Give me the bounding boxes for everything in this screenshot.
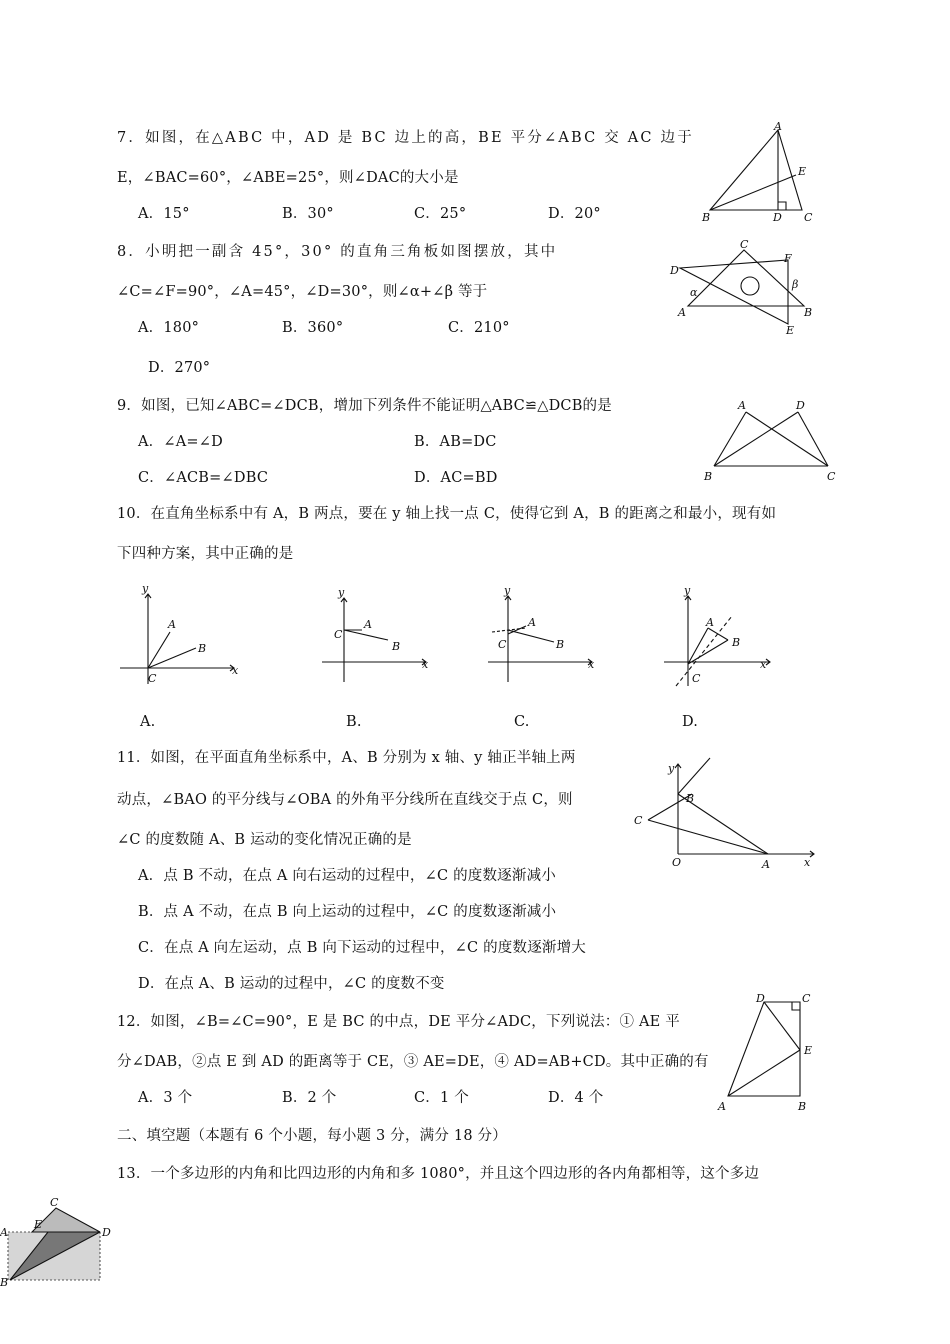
- label-b: B: [0, 1276, 9, 1288]
- q11-option-a: A．点 B 不动，在点 A 向右运动的过程中，∠C 的度数逐渐减小: [138, 868, 556, 884]
- label-x: x: [232, 664, 239, 677]
- right-angle-mark: [792, 1002, 800, 1010]
- label-e: E: [798, 165, 807, 178]
- q8-option-c: C．210°: [448, 320, 510, 336]
- label-b: B: [686, 792, 695, 805]
- q11-stem-line2: 动点，∠BAO 的平分线与∠OBA 的外角平分线所在直线交于点 C，则: [117, 792, 573, 808]
- label-y: y: [684, 584, 691, 597]
- q7-triangle-figure: [700, 118, 820, 226]
- q9-triangles-figure: [700, 396, 840, 486]
- segment-cb: [688, 640, 728, 664]
- q7-option-c: C．25°: [414, 206, 467, 222]
- label-o: O: [672, 856, 682, 869]
- q9-option-a: A．∠A=∠D: [138, 434, 223, 450]
- segment-ae: [728, 1050, 800, 1096]
- q11-stem-line3: ∠C 的度数随 A、B 运动的变化情况正确的是: [117, 832, 412, 848]
- label-c: C: [634, 814, 643, 827]
- label-b: B: [556, 638, 565, 651]
- q10-option-a-figure: [110, 580, 250, 690]
- label-c: C: [692, 672, 701, 685]
- q8-stem-line1: 8．小明把一副含 45°，30° 的直角三角板如图摆放，其中: [117, 244, 558, 260]
- q7-option-d: D．20°: [548, 206, 601, 222]
- q11-coordinate-figure: [628, 756, 822, 870]
- q11-option-c: C．在点 A 向左运动，点 B 向下运动的过程中，∠C 的度数逐渐增大: [138, 940, 587, 956]
- label-x: x: [422, 658, 429, 671]
- label-d: D: [756, 992, 765, 1005]
- q10-choice-a: A.: [140, 714, 156, 730]
- segment-ab: [708, 628, 728, 640]
- q13-folded-rectangle-figure: [0, 1192, 120, 1288]
- label-c: C: [334, 628, 343, 641]
- segment-dc: [798, 412, 828, 466]
- q8-option-b: B．360°: [282, 320, 344, 336]
- q12-stem-line2: 分∠DAB，②点 E 到 AD 的距离等于 CE，③ AE=DE，④ AD=AB+CD。其中正确的有: [117, 1054, 709, 1070]
- q8-option-a: A．180°: [138, 320, 200, 336]
- q10-option-d-figure: [656, 582, 780, 694]
- q9-option-b: B．AB=DC: [414, 434, 497, 450]
- triangle-abc: [710, 130, 802, 210]
- label-b: B: [732, 636, 741, 649]
- label-b: B: [702, 211, 711, 224]
- q11-stem-line1: 11．如图，在平面直角坐标系中，A、B 分别为 x 轴、y 轴正半轴上两: [117, 750, 576, 766]
- label-a: A: [168, 618, 176, 631]
- dashed-line: [676, 616, 732, 686]
- q10-stem-line2: 下四种方案，其中正确的是: [117, 546, 294, 562]
- q10-choice-b: B.: [346, 714, 362, 730]
- label-d: D: [796, 399, 805, 412]
- label-e: E: [786, 324, 795, 337]
- q8-stem-line2: ∠C=∠F=90°，∠A=45°，∠D=30°，则∠α+∠β 等于: [117, 284, 488, 300]
- q12-stem-line1: 12．如图，∠B=∠C=90°，E 是 BC 的中点，DE 平分∠ADC，下列说法：① AE 平: [117, 1014, 680, 1030]
- q10-choice-c: C.: [514, 714, 530, 730]
- q7-stem-line2: E，∠BAC=60°，∠ABE=25°，则∠DAC的大小是: [117, 170, 459, 186]
- label-b: B: [704, 470, 713, 483]
- segment-bd: [714, 412, 798, 466]
- q9-option-d: D．AC=BD: [414, 470, 498, 486]
- label-a: A: [528, 616, 536, 629]
- label-a: A: [0, 1226, 8, 1239]
- right-angle-mark: [778, 202, 786, 210]
- label-d: D: [102, 1226, 111, 1239]
- label-c: C: [804, 211, 813, 224]
- q9-option-c: C．∠ACB=∠DBC: [138, 470, 269, 486]
- q7-option-b: B．30°: [282, 206, 334, 222]
- segment-ac: [746, 412, 828, 466]
- folded-triangle: [32, 1208, 100, 1232]
- trapezoid-abcd: [728, 1002, 800, 1096]
- label-a: A: [706, 616, 714, 629]
- label-a: A: [364, 618, 372, 631]
- label-c: C: [498, 638, 507, 651]
- label-a: A: [762, 858, 770, 870]
- q11-option-d: D．在点 A、B 运动的过程中，∠C 的度数不变: [138, 976, 445, 992]
- segment-cb: [508, 630, 554, 642]
- label-f: F: [784, 252, 792, 265]
- q8-set-squares-figure: [664, 236, 820, 340]
- label-x: x: [760, 658, 767, 671]
- label-c: C: [802, 992, 811, 1005]
- label-alpha: α: [690, 286, 698, 299]
- q8-option-d: D．270°: [148, 360, 211, 376]
- q7-stem-line1: 7．如图，在△ABC 中，AD 是 BC 边上的高，BE 平分∠ABC 交 AC 边于: [117, 130, 694, 146]
- segment-ca: [148, 632, 170, 668]
- q11-option-b: B．点 A 不动，在点 B 向上运动的过程中，∠C 的度数逐渐减小: [138, 904, 557, 920]
- label-c: C: [148, 672, 157, 685]
- q12-option-c: C．1 个: [414, 1090, 469, 1106]
- q12-trapezoid-figure: [708, 988, 828, 1114]
- label-c: C: [827, 470, 836, 483]
- q9-stem: 9．如图，已知∠ABC=∠DCB，增加下列条件不能证明△ABC≌△DCB的是: [117, 398, 612, 414]
- label-beta: β: [792, 278, 799, 291]
- q13-stem-line1: 13．一个多边形的内角和比四边形的内角和多 1080°，并且这个四边形的各内角都相等，这个多边: [117, 1166, 760, 1182]
- label-a: A: [774, 120, 782, 133]
- section2-heading: 二、填空题（本题有 6 个小题，每小题 3 分，满分 18 分）: [117, 1128, 507, 1144]
- bisector-be: [710, 175, 796, 210]
- label-e: E: [34, 1218, 43, 1231]
- q10-option-b-figure: [312, 584, 442, 688]
- segment-cb: [344, 630, 388, 640]
- label-a: A: [678, 306, 686, 319]
- label-y: y: [142, 582, 149, 595]
- hole-circle: [741, 277, 759, 295]
- q7-option-a: A．15°: [138, 206, 190, 222]
- q10-choice-d: D.: [682, 714, 699, 730]
- q10-option-c-figure: [480, 582, 600, 686]
- label-c: C: [50, 1196, 59, 1209]
- q10-stem-line1: 10．在直角坐标系中有 A，B 两点，要在 y 轴上找一点 C，使得它到 A，B 的距离之和最小，现有如: [117, 506, 777, 522]
- label-y: y: [668, 762, 675, 775]
- label-y: y: [504, 584, 511, 597]
- q12-option-d: D．4 个: [548, 1090, 604, 1106]
- label-a: A: [718, 1100, 726, 1113]
- label-e: E: [804, 1044, 813, 1057]
- label-y: y: [338, 586, 345, 599]
- segment-cb: [148, 648, 196, 668]
- label-b: B: [804, 306, 813, 319]
- label-b: B: [798, 1100, 807, 1113]
- q12-option-b: B．2 个: [282, 1090, 337, 1106]
- label-b: B: [198, 642, 207, 655]
- label-d: D: [670, 264, 679, 277]
- segment-ca: [648, 820, 768, 854]
- q12-option-a: A．3 个: [138, 1090, 193, 1106]
- label-x: x: [588, 658, 595, 671]
- label-x: x: [804, 856, 811, 869]
- extension-ob: [678, 758, 710, 794]
- label-d: D: [773, 211, 782, 224]
- label-b: B: [392, 640, 401, 653]
- segment-de: [764, 1002, 800, 1050]
- segment-ba: [714, 412, 746, 466]
- label-a: A: [738, 399, 746, 412]
- label-c: C: [740, 238, 749, 251]
